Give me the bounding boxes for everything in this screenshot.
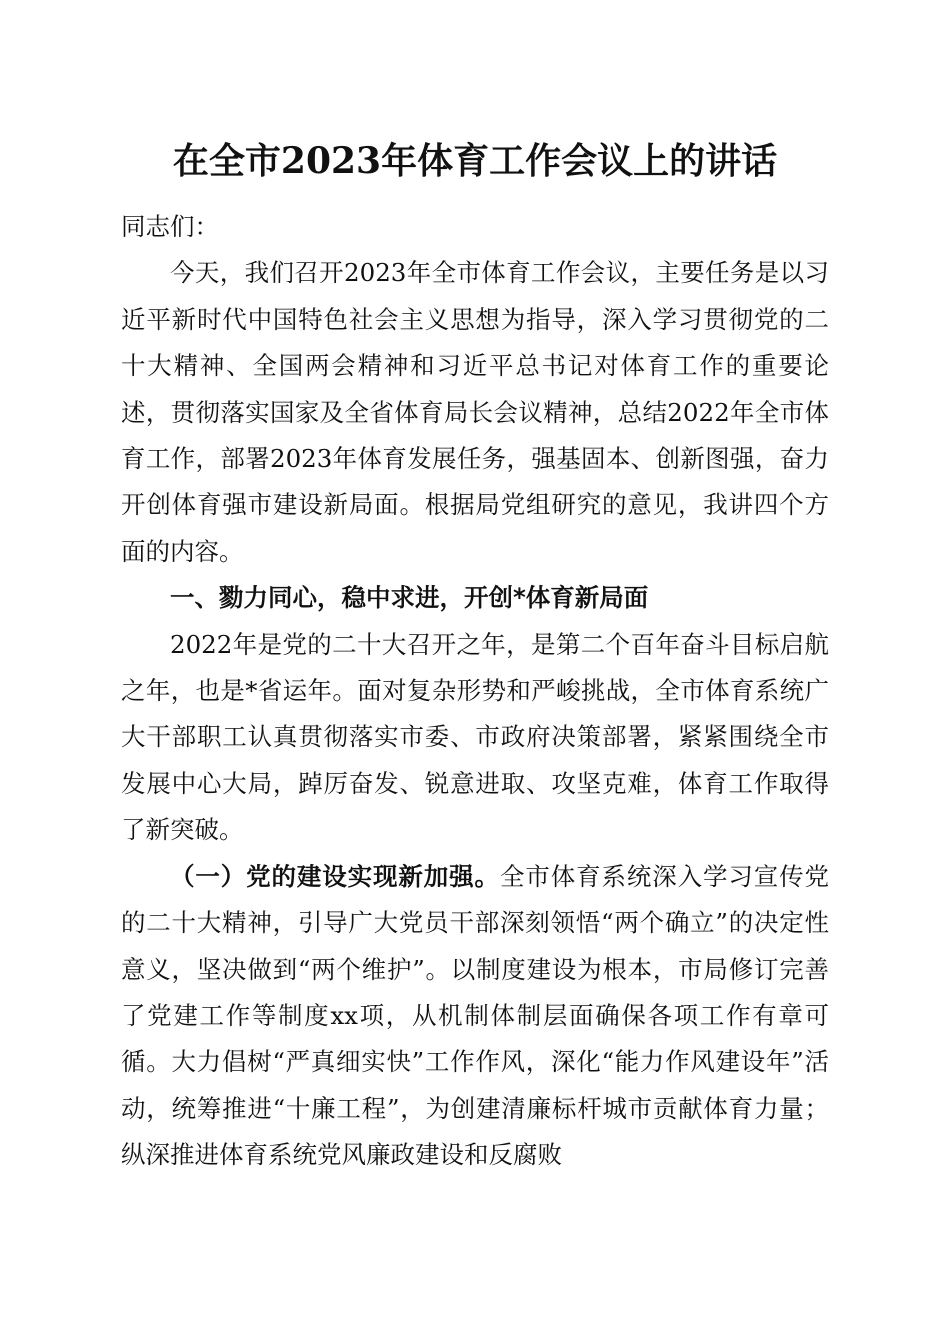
subsection-1-text: 全市体育系统深入学习宣传党的二十大精神，引导广大党员干部深刻领悟“两个确立”的决定性意义，坚决做到“两个维护”。以制度建设为根本，市局修订完善了党建工作等制度xx项，从机制体制层面确保各项工作有章可循。大力倡树“严真细实快”工作作风，深化“能力作风建设年”活动，统筹推进“十廉工程”，为创建清廉标杆城市贡献体育力量；纵深推进体育系统党风廉政建设和反腐败 <box>121 861 830 1170</box>
intro-paragraph: 今天，我们召开2023年全市体育工作会议，主要任务是以习近平新时代中国特色社会主义思想为指导，深入学习贯彻党的二十大精神、全国两会精神和习近平总书记对体育工作的重要论述，贯彻落实国家及全省体育局长会议精神，总结2022年全市体育工作，部署2023年体育发展任务，强基固本、创新图强，奋力开创体育强市建设新局面。根据局党组研究的意见，我讲四个方面的内容。 <box>121 258 829 566</box>
subsection-1-paragraph <box>121 854 829 1179</box>
subsection-1-lead: （一）党的建设实现新加强。 <box>170 861 500 891</box>
salutation: 同志们： <box>121 212 219 241</box>
document-body <box>121 204 829 1179</box>
section-1-heading: 一、勠力同心，稳中求进，开创*体育新局面 <box>170 583 649 613</box>
section-1-paragraph: 2022年是党的二十大召开之年，是第二个百年奋斗目标启航之年，也是*省运年。面对复杂形势和严峻挑战，全市体育系统广大干部职工认真贯彻落实市委、市政府决策部署，紧紧围绕全市发展中心大局，踔厉奋发、锐意进取、攻坚克难，体育工作取得了新突破。 <box>121 629 829 845</box>
document-title: 在全市2023年体育工作会议上的讲话 <box>172 140 778 182</box>
